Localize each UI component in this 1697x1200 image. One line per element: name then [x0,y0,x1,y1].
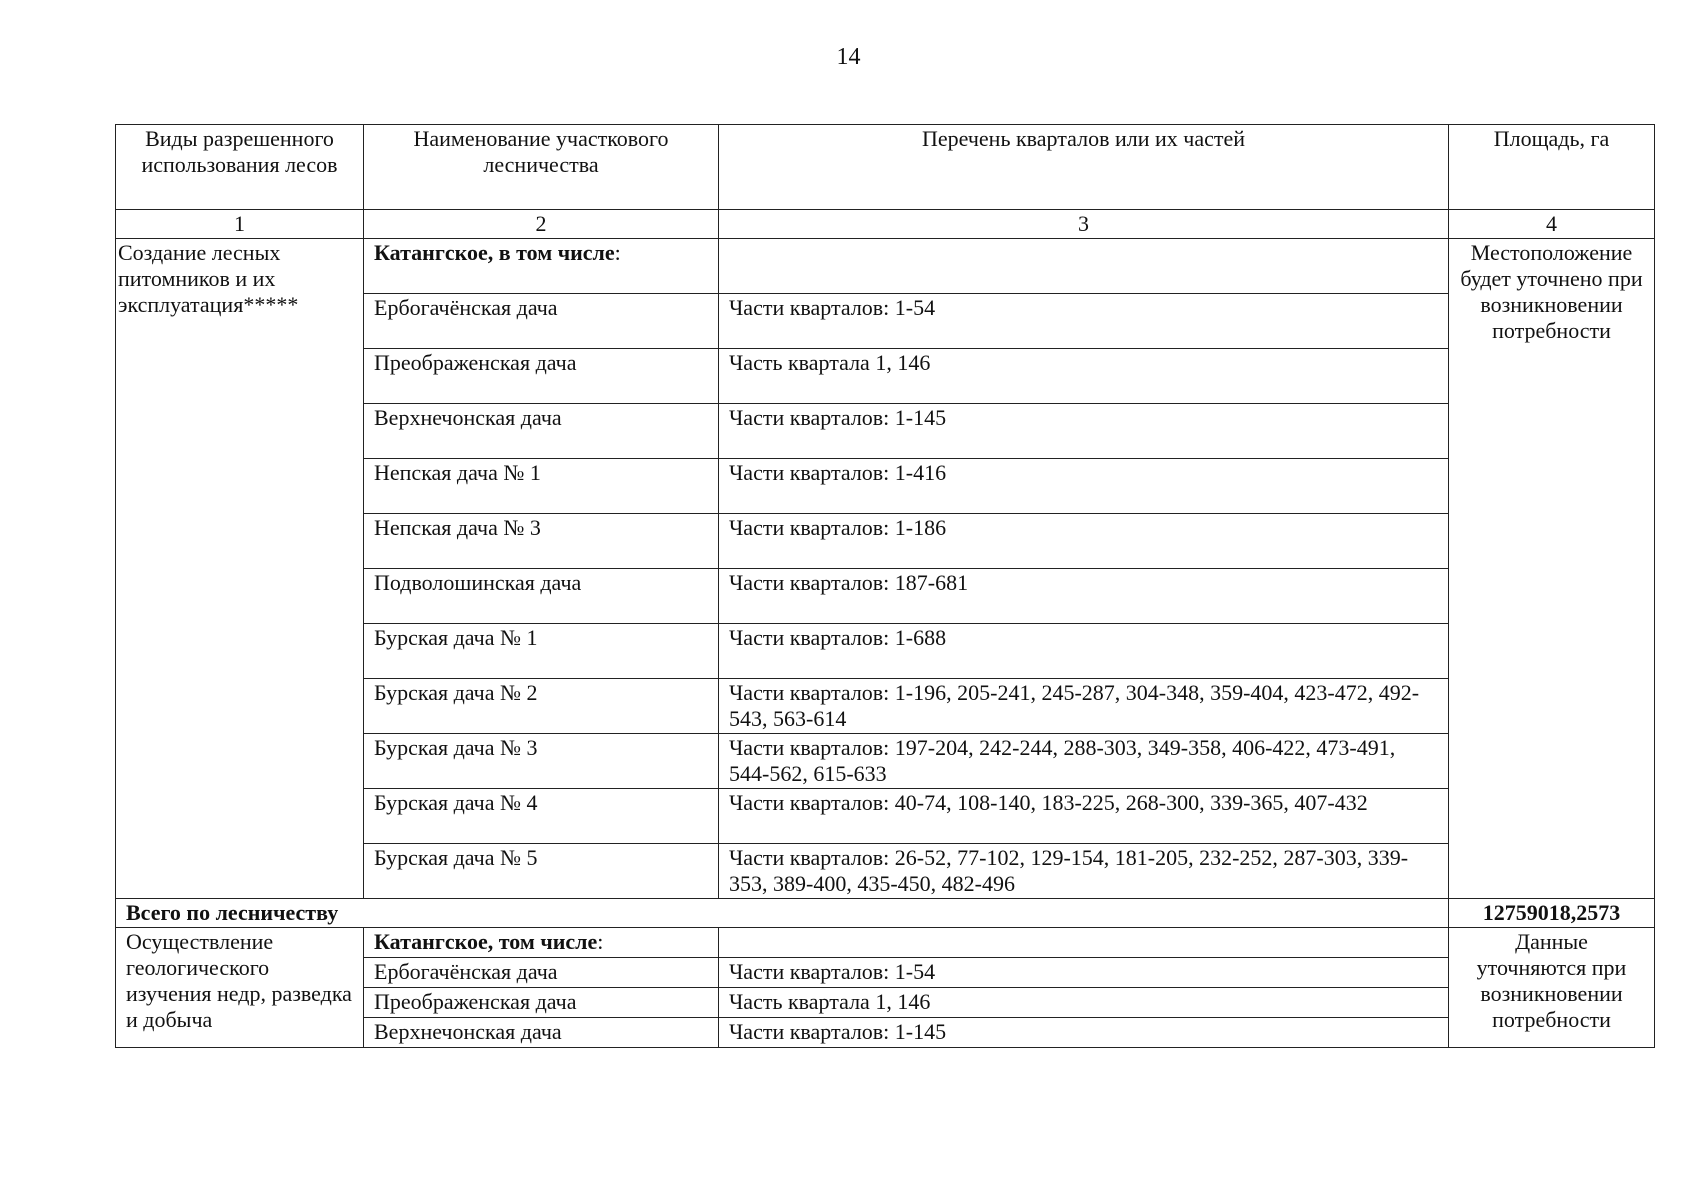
forestry-colon: : [597,929,604,954]
use-type-cell: Осуществление геологического изучения недр, разведка и добыча [116,928,364,1048]
quarters-cell: Части кварталов: 1-54 [719,958,1449,988]
column-number: 3 [719,210,1449,239]
quarters-cell: Части кварталов: 1-196, 205-241, 245-287, 304-348, 359-404, 423-472, 492-543, 563-614 [719,679,1449,734]
forestry-cell: Бурская дача № 1 [364,624,719,679]
forestry-cell: Бурская дача № 3 [364,734,719,789]
quarters-cell: Части кварталов: 1-145 [719,404,1449,459]
forestry-title: Катангское, том числе [374,929,598,954]
quarters-cell: Части кварталов: 1-688 [719,624,1449,679]
column-number: 4 [1449,210,1655,239]
forest-use-table [115,124,1655,1048]
forestry-cell: Бурская дача № 2 [364,679,719,734]
forestry-title: Катангское, в том числе [374,240,615,265]
forestry-cell: Ербогачёнская дача [364,294,719,349]
total-value: 12759018,2573 [1449,899,1655,928]
table-header-row [116,125,1655,210]
forestry-cell: Верхнечонская дача [364,404,719,459]
header-use-type: Виды разрешенного использования лесов [116,125,364,210]
quarters-cell: Части кварталов: 40-74, 108-140, 183-225, 268-300, 339-365, 407-432 [719,789,1449,844]
forestry-cell: Верхнечонская дача [364,1018,719,1048]
total-row [116,899,1655,928]
header-forestry-name: Наименование участкового лесничества [364,125,719,210]
forestry-cell: Бурская дача № 4 [364,789,719,844]
quarters-cell: Части кварталов: 1-145 [719,1018,1449,1048]
quarters-cell [719,239,1449,294]
column-number: 1 [116,210,364,239]
quarters-cell: Часть квартала 1, 146 [719,988,1449,1018]
area-note-cell: Данные уточняются при возникновении потребности [1449,928,1655,1048]
forestry-cell [364,239,719,294]
quarters-cell: Части кварталов: 1-416 [719,459,1449,514]
forestry-cell: Бурская дача № 5 [364,844,719,899]
forestry-cell: Подволошинская дача [364,569,719,624]
quarters-cell: Часть квартала 1, 146 [719,349,1449,404]
quarters-cell: Части кварталов: 1-54 [719,294,1449,349]
header-quarters-list: Перечень кварталов или их частей [719,125,1449,210]
quarters-cell [719,928,1449,958]
forestry-cell: Непская дача № 1 [364,459,719,514]
column-number-row [116,210,1655,239]
table-row [116,928,1655,958]
quarters-cell: Части кварталов: 197-204, 242-244, 288-303, 349-358, 406-422, 473-491, 544-562, 615-633 [719,734,1449,789]
area-note-cell: Местоположение будет уточнено при возникновении потребности [1449,239,1655,899]
page-number: 14 [836,44,861,70]
quarters-cell: Части кварталов: 26-52, 77-102, 129-154, 181-205, 232-252, 287-303, 339-353, 389-400, 435-450, 482-496 [719,844,1449,899]
total-label: Всего по лесничеству [116,899,1449,928]
forestry-cell: Ербогачёнская дача [364,958,719,988]
forestry-cell: Непская дача № 3 [364,514,719,569]
quarters-cell: Части кварталов: 1-186 [719,514,1449,569]
forestry-colon: : [614,240,621,265]
table-row [116,239,1655,294]
quarters-cell: Части кварталов: 187-681 [719,569,1449,624]
column-number: 2 [364,210,719,239]
forestry-cell: Преображенская дача [364,988,719,1018]
forestry-cell [364,928,719,958]
forestry-cell: Преображенская дача [364,349,719,404]
use-type-cell: Создание лесных питомников и их эксплуатация***** [116,239,364,899]
header-area: Площадь, га [1449,125,1655,210]
